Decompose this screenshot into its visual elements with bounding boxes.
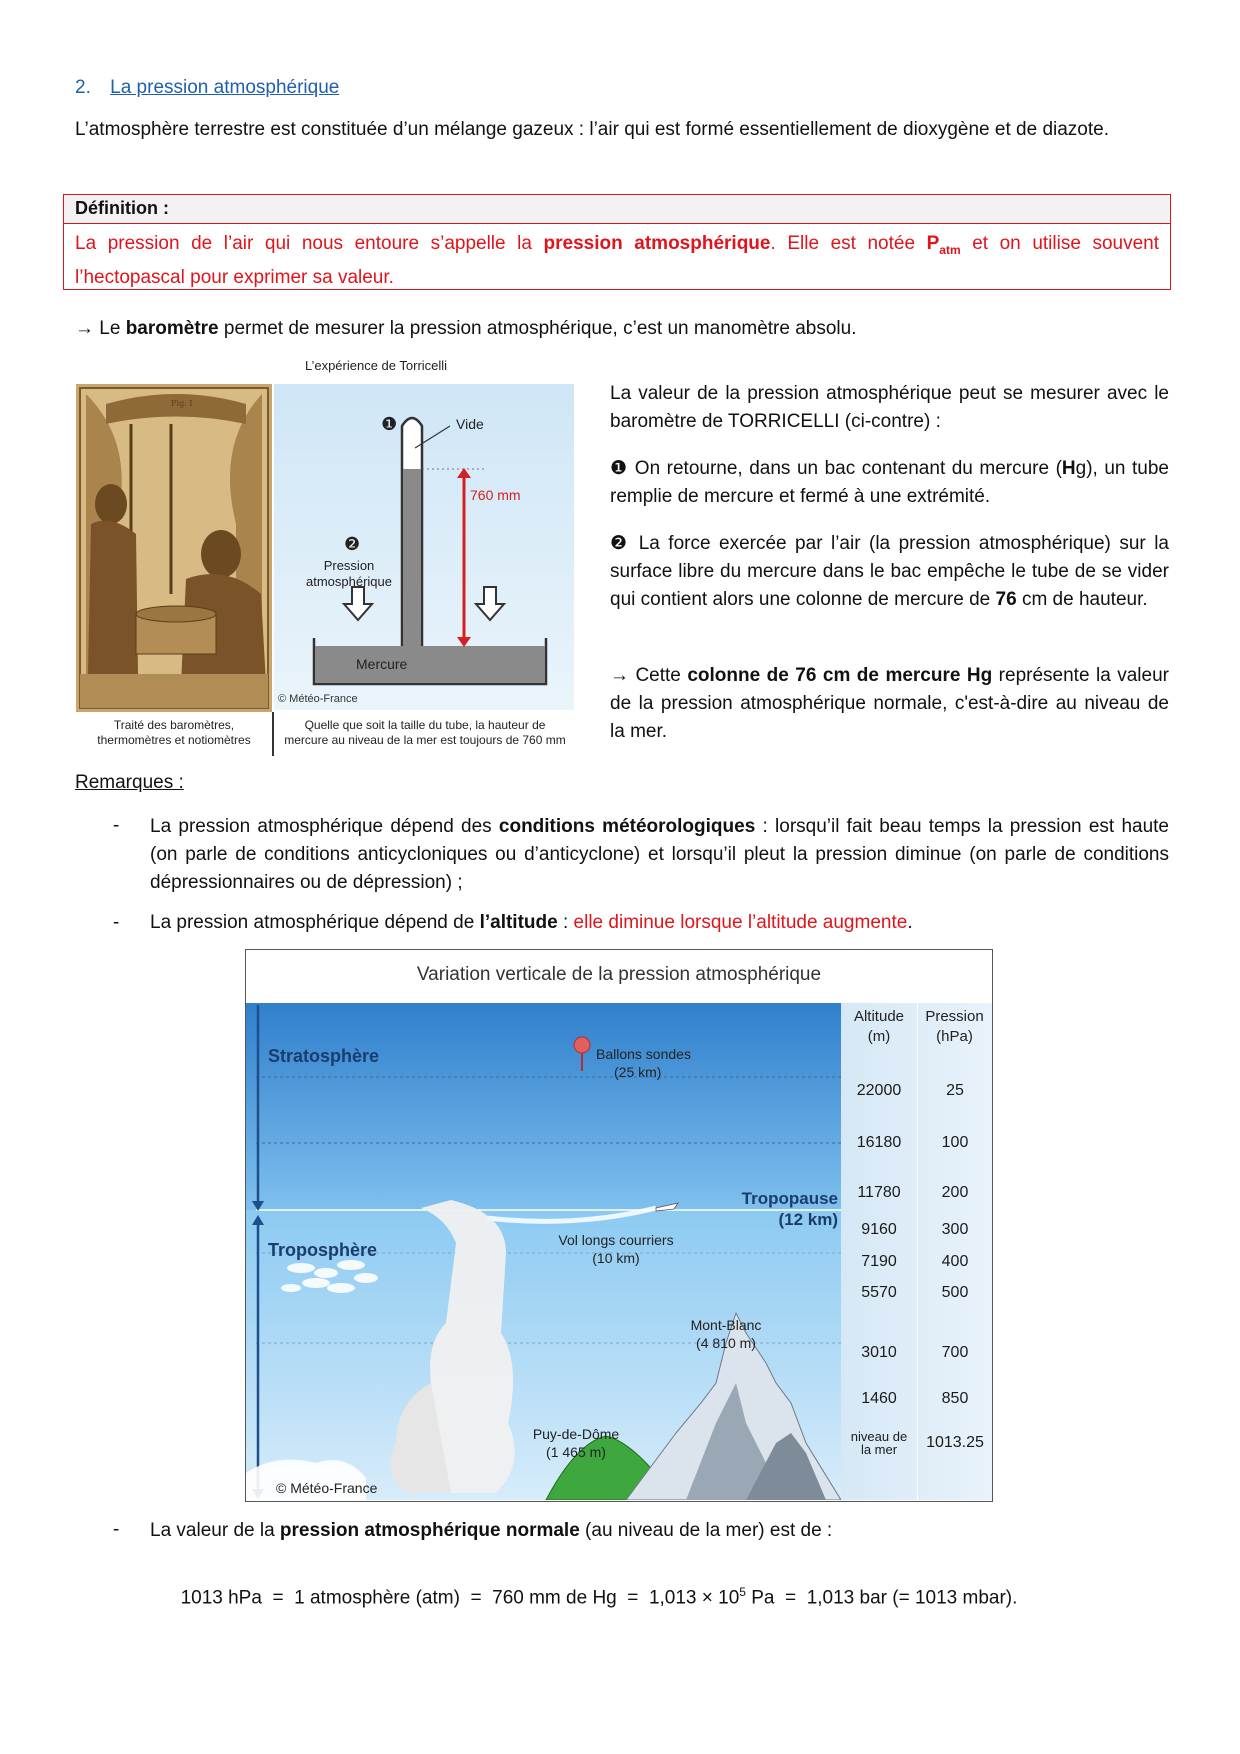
label-vol: Vol longs courriers (10 km) bbox=[558, 1232, 674, 1266]
col-header-altitude: Altitude (m) bbox=[853, 1008, 905, 1045]
table-row-p: 200 bbox=[941, 1184, 969, 1201]
label-montblanc: Mont-Blanc (4 810 m) bbox=[690, 1317, 762, 1351]
torricelli-p2: ❶ On retourne, dans un bac contenant du mercure (Hg), un tube remplie de mercure et fermé à une extrémité. bbox=[610, 458, 1169, 507]
definition-header bbox=[64, 195, 1170, 224]
definition-text: La pression de l’air qui nous entoure s’appelle la pression atmosphérique. Elle est notée $P_{atm}$ et on utilise souvent l’hectopascal pour exprimer sa valeur. bbox=[75, 233, 1160, 288]
table-row-alt: 1460 bbox=[861, 1390, 897, 1407]
table-row-p: 700 bbox=[941, 1344, 969, 1361]
torricelli-title: L’expérience de Torricelli bbox=[304, 358, 448, 373]
table-row-p: 25 bbox=[946, 1082, 964, 1099]
remarques-heading: Remarques : bbox=[75, 772, 184, 793]
torricelli-p3: ❷ La force exercée par l’air (la pression atmosphérique) sur la surface libre du mercure dans le bac empêche le tube de se vider qui contient alors une colonne de mercure de 76 cm de hauteur. bbox=[610, 533, 1169, 610]
marker-2: ❷ bbox=[344, 534, 361, 554]
label-760mm: 760 mm bbox=[470, 487, 521, 503]
bullet-1: - bbox=[113, 815, 120, 836]
table-row-p: 1013.25 bbox=[926, 1434, 984, 1451]
torricelli-figure bbox=[76, 356, 574, 756]
pressure-equation: 1013 hPa = 1 atmosphère (atm) = 760 mm de $Hg = 1,013 \times 10^5$ Pa = 1,013 bar (= 1013 mbar). bbox=[180, 1585, 1018, 1609]
caption-right: Quelle que soit la taille du tube, la hauteur de mercure au niveau de la mer est toujours de 760 mm bbox=[284, 718, 566, 747]
bullet-3: - bbox=[113, 1519, 120, 1540]
definition-term: pression atmosphérique bbox=[543, 233, 771, 254]
label-stratosphere: Stratosphère bbox=[268, 1046, 380, 1066]
table-divider bbox=[917, 1003, 918, 1500]
altitude-figure bbox=[245, 949, 993, 1502]
svg-text:Fig. I: Fig. I bbox=[171, 399, 193, 408]
label-vide: Vide bbox=[456, 416, 484, 432]
definition-heading: Définition : bbox=[75, 198, 169, 218]
table-row-alt: 11780 bbox=[857, 1184, 901, 1201]
definition-box bbox=[63, 194, 1171, 290]
definition-symbol: $P_{atm}$ bbox=[926, 233, 961, 257]
marker-1: ❶ bbox=[381, 414, 398, 434]
caption-divider bbox=[272, 712, 274, 756]
remarque-1: La pression atmosphérique dépend des conditions météorologiques : lorsqu’il fait beau temps la pression est haute (on parle de conditions anticycloniques ou d’anticyclone) et lorsqu’il pleut la pression diminue (on parle de conditions dépressionnaires ou de dépression) ; bbox=[150, 816, 1169, 893]
engraving-illustration bbox=[76, 384, 272, 712]
altitude-table bbox=[841, 1003, 992, 1500]
label-troposphere: Troposphère bbox=[268, 1240, 378, 1260]
section-number: 2. bbox=[75, 77, 91, 98]
label-puy: Puy-de-Dôme (1 465 m) bbox=[532, 1426, 620, 1460]
remarque-2: La pression atmosphérique dépend de l’altitude : elle diminue lorsque l’altitude augmente. bbox=[150, 912, 913, 933]
table-row-p: 300 bbox=[941, 1221, 969, 1238]
bullet-2: - bbox=[113, 912, 120, 933]
table-row-alt: 7190 bbox=[861, 1253, 897, 1270]
table-row-alt: 9160 bbox=[861, 1221, 897, 1238]
figure-credit: © Météo-France bbox=[276, 1480, 378, 1496]
table-row-alt: 22000 bbox=[856, 1082, 902, 1099]
caption-left: Traité des baromètres, thermomètres et notiomètres bbox=[97, 718, 251, 747]
torricelli-p1: La valeur de la pression atmosphérique peut se mesurer avec le baromètre de TORRICELLI (ci-contre) : bbox=[610, 383, 1169, 432]
section-title bbox=[75, 77, 339, 99]
col-header-pression: Pression (hPa) bbox=[925, 1008, 984, 1045]
altitude-rule: elle diminue lorsque l’altitude augmente bbox=[573, 912, 908, 933]
intro-paragraph: L’atmosphère terrestre est constituée d’un mélange gazeux : l’air qui est formé essentiellement de dioxygène et de diazote. bbox=[75, 119, 1109, 140]
table-row-alt: 3010 bbox=[861, 1344, 897, 1361]
arrow-icon: → bbox=[75, 318, 94, 339]
label-pression: Pression atmosphérique bbox=[306, 558, 392, 589]
arrow-icon: → bbox=[610, 665, 629, 686]
table-row-p: 400 bbox=[941, 1253, 969, 1270]
diagram-credit: © Météo-France bbox=[278, 693, 358, 705]
table-row-alt: 5570 bbox=[861, 1284, 897, 1301]
label-ballons: Ballons sondes (25 km) bbox=[596, 1046, 691, 1080]
altitude-figure-title: Variation verticale de la pression atmosphérique bbox=[416, 964, 822, 985]
barometer-line: → Le baromètre permet de mesurer la pression atmosphérique, c’est un manomètre absolu. bbox=[75, 318, 857, 339]
torricelli-diagram bbox=[274, 384, 574, 710]
section-title-link[interactable]: La pression atmosphérique bbox=[110, 77, 340, 98]
table-row-p: 850 bbox=[941, 1390, 969, 1407]
label-tropopause: Tropopause (12 km) bbox=[741, 1189, 838, 1229]
label-mercure: Mercure bbox=[356, 656, 408, 672]
remarque-3: La valeur de la pression atmosphérique normale (au niveau de la mer) est de : bbox=[150, 1520, 833, 1541]
table-row-alt: niveau de la mer bbox=[850, 1429, 908, 1457]
table-row-p: 500 bbox=[941, 1284, 969, 1301]
table-row-alt: 16180 bbox=[856, 1134, 902, 1151]
table-row-p: 100 bbox=[941, 1134, 969, 1151]
torricelli-p4: → Cette colonne de 76 cm de mercure Hg représente la valeur de la pression atmosphérique normale, c'est-à-dire au niveau de la mer. bbox=[610, 665, 1169, 742]
